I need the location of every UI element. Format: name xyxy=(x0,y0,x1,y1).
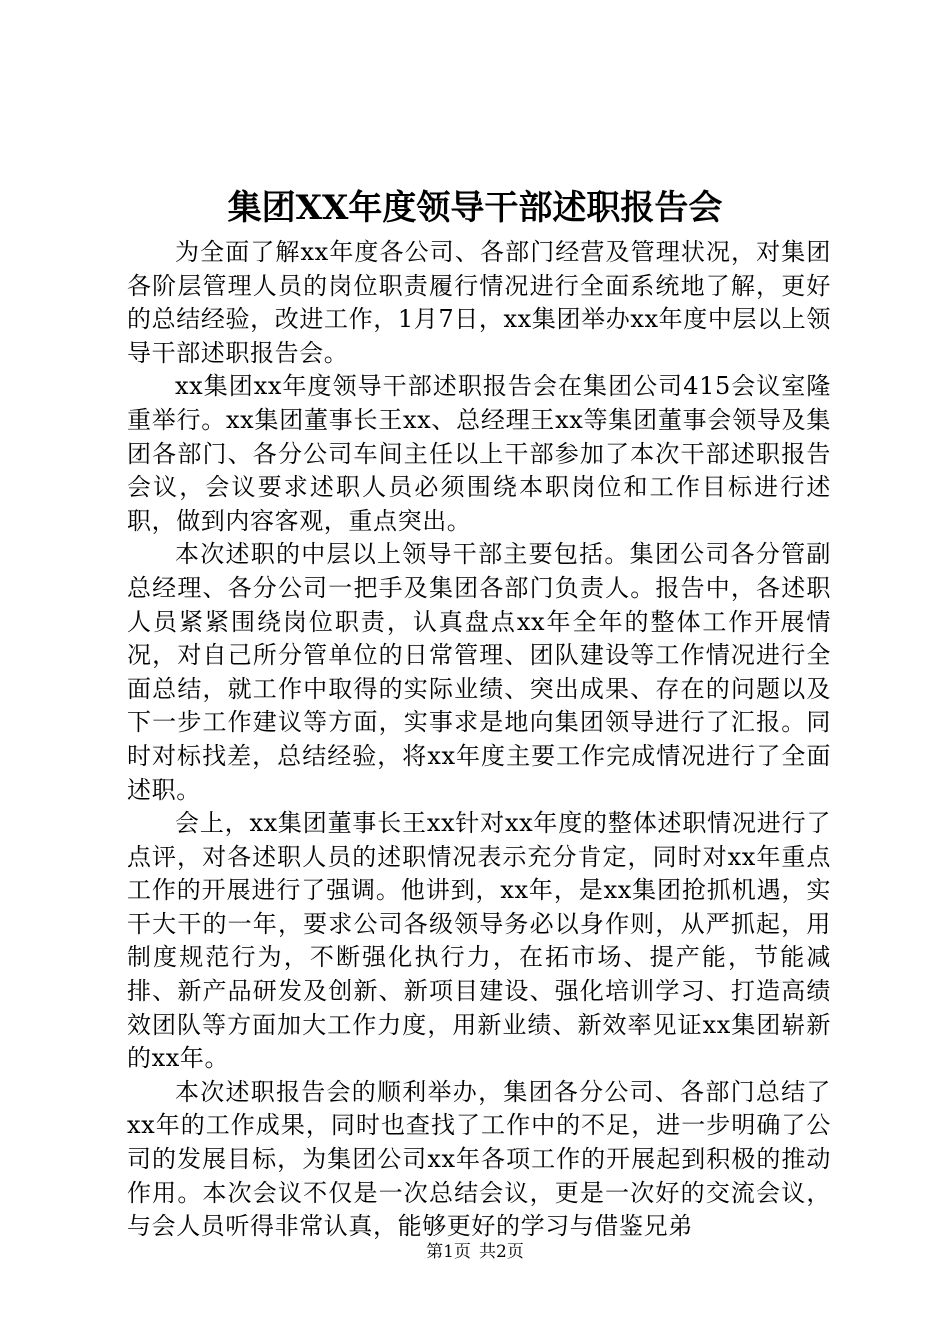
page-footer xyxy=(0,1240,950,1264)
paragraph-4: 会上，xx集团董事长王xx针对xx年度的整体述职情况进行了点评，对各述职人员的述职情况表示充分肯定，同时对xx年重点工作的开展进行了强调。他讲到，xx年，是xx集团抢抓机遇，实干大干的一年，要求公司各级领导务必以身作则，从严抓起，用制度规范行为，不断强化执行力，在拓市场、提产能，节能减排、新产品研发及创新、新项目建设、强化培训学习、打造高绩效团队等方面加大工作力度，用新业绩、新效率见证xx集团崭新的xx年。 xyxy=(127,809,831,1073)
page-number: 第1页 xyxy=(426,1242,471,1262)
page-total: 共2页 xyxy=(479,1242,524,1262)
document-body xyxy=(127,236,831,1244)
paragraph-3: 本次述职的中层以上领导干部主要包括。集团公司各分管副总经理、各分公司一把手及集团各部门负责人。报告中，各述职人员紧紧围绕岗位职责，认真盘点xx年全年的整体工作开展情况，对自己所分管单位的日常管理、团队建设等工作情况进行全面总结，就工作中取得的实际业绩、突出成果、存在的问题以及下一步工作建议等方面，实事求是地向集团领导进行了汇报。同时对标找差，总结经验，将xx年度主要工作完成情况进行了全面述职。 xyxy=(127,540,831,804)
document-title: 集团XX年度领导干部述职报告会 xyxy=(227,188,723,228)
paragraph-1: 为全面了解xx年度各公司、各部门经营及管理状况，对集团各阶层管理人员的岗位职责履行情况进行全面系统地了解，更好的总结经验，改进工作，1月7日，xx集团举办xx年度中层以上领导干部述职报告会。 xyxy=(127,238,831,367)
paragraph-5: 本次述职报告会的顺利举办，集团各分公司、各部门总结了xx年的工作成果，同时也查找了工作中的不足，进一步明确了公司的发展目标，为集团公司xx年各项工作的开展起到积极的推动作用。本次会议不仅是一次总结会议，更是一次好的交流会议，与会人员听得非常认真，能够更好的学习与借鉴兄弟 xyxy=(127,1077,831,1241)
paragraph-2: xx集团xx年度领导干部述职报告会在集团公司415会议室隆重举行。xx集团董事长王xx、总经理王xx等集团董事会领导及集团各部门、各分公司车间主任以上干部参加了本次干部述职报告会议，会议要求述职人员必须围绕本职岗位和工作目标进行述职，做到内容客观，重点突出。 xyxy=(127,372,831,535)
